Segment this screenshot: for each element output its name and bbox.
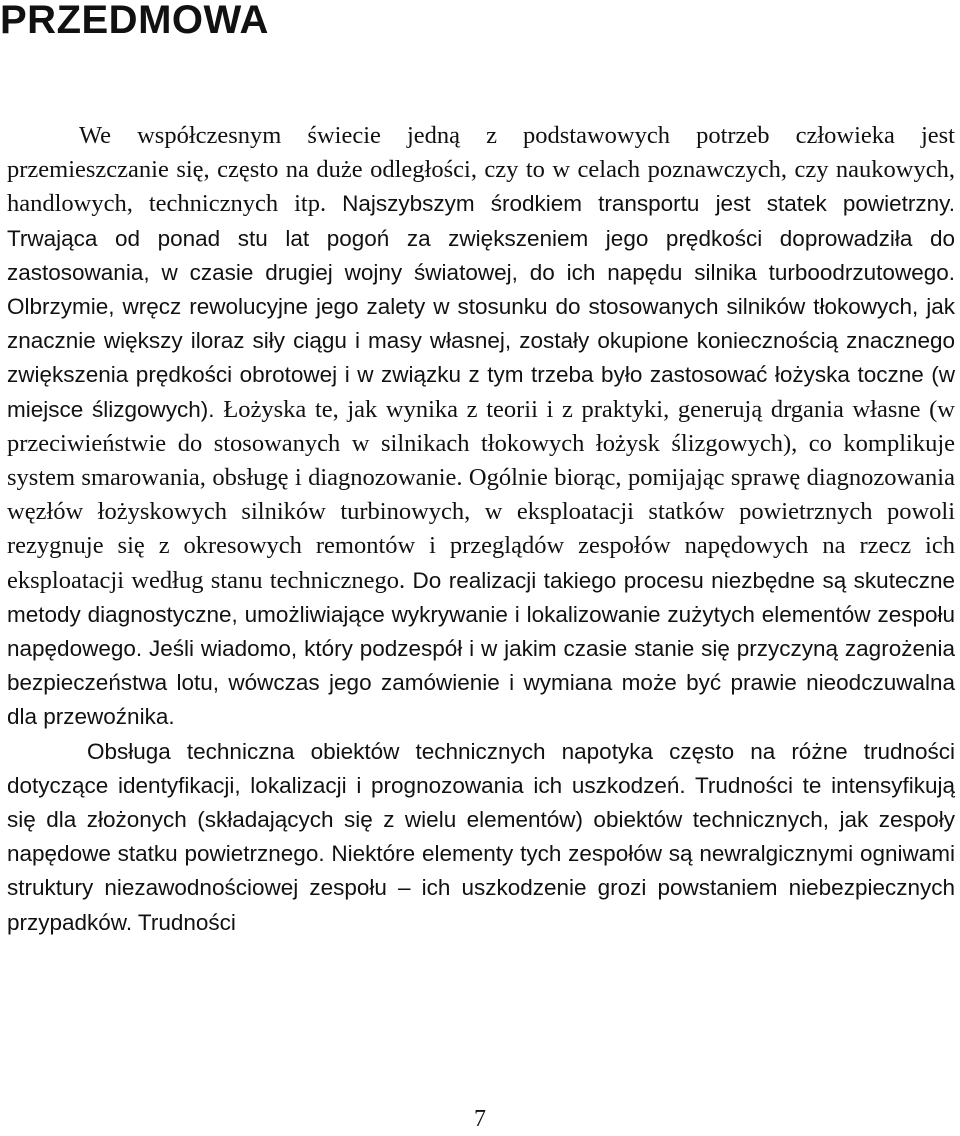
paragraph-1-segment-1: We współczesnym świecie jedną z podstawowych potrzeb człowieka jest przemieszczanie się, często na duże odległości, czy to w celach poznawczych, czy naukowych, handlowych, technicznych itp. [7, 122, 955, 218]
body-text [7, 119, 955, 940]
page-title: PRZEDMOWA [0, 0, 269, 42]
paragraph-2 [7, 735, 955, 940]
page-number: 7 [474, 1106, 486, 1132]
paragraph-1-segment-3: Łożyska te, jak wynika z teorii i z praktyki, generują drgania własne (w przeciwieństwie do stosowanych w silnikach tłokowych łożysk ślizgowych), co komplikuje system smarowania, obsługę i diagnozowanie. Ogólnie biorąc, pomijając sprawę diagnozowania węzłów łożyskowych silników turbinowych, w eksploatacji statków powietrznych powoli rezygnuje się z okresowych remontów i przeglądów zespołów napędowych na rzecz ich eksploatacji według stanu technicznego. [7, 395, 955, 594]
paragraph-1-segment-2: Najszybszym środkiem transportu jest statek powietrzny. Trwająca od ponad stu lat pogoń za zwiększeniem jego prędkości doprowadziła do zastosowania, w czasie drugiej wojny światowej, do ich napędu silnika turboodrzutowego. Olbrzymie, wręcz rewolucyjne jego zalety w stosunku do stosowanych silników tłokowych, jak znacznie większy iloraz siły ciągu i masy własnej, zostały okupione koniecznością znacznego zwiększenia prędkości obrotowej i w związku z tym trzeba było zastosować łożyska toczne (w miejsce ślizgowych). [7, 191, 955, 422]
paragraph-1 [7, 119, 955, 735]
paragraph-1-segment-4: Do realizacji takiego procesu niezbędne są skuteczne metody diagnostyczne, umożliwiające wykrywanie i lokalizowanie zużytych elementów zespołu napędowego. Jeśli wiadomo, który podzespół i w jakim czasie stanie się przyczyną zagrożenia bezpieczeństwa lotu, wówczas jego zamówienie i wymiana może być prawie nieodczuwalna dla przewoźnika. [7, 567, 955, 730]
paragraph-2-segment-1: Obsługa techniczna obiektów technicznych napotyka często na różne trudności dotyczące identyfikacji, lokalizacji i prognozowania ich uszkodzeń. Trudności te intensyfikują się dla złożonych (składających się z wielu elementów) obiektów technicznych, jak zespoły napędowe statku powietrznego. Niektóre elementy tych zespołów są newralgicznymi ogniwami struktury niezawodnościowej zespołu – ich uszkodzenie grozi powstaniem niebezpiecznych przypadków. Trudności [7, 738, 955, 935]
